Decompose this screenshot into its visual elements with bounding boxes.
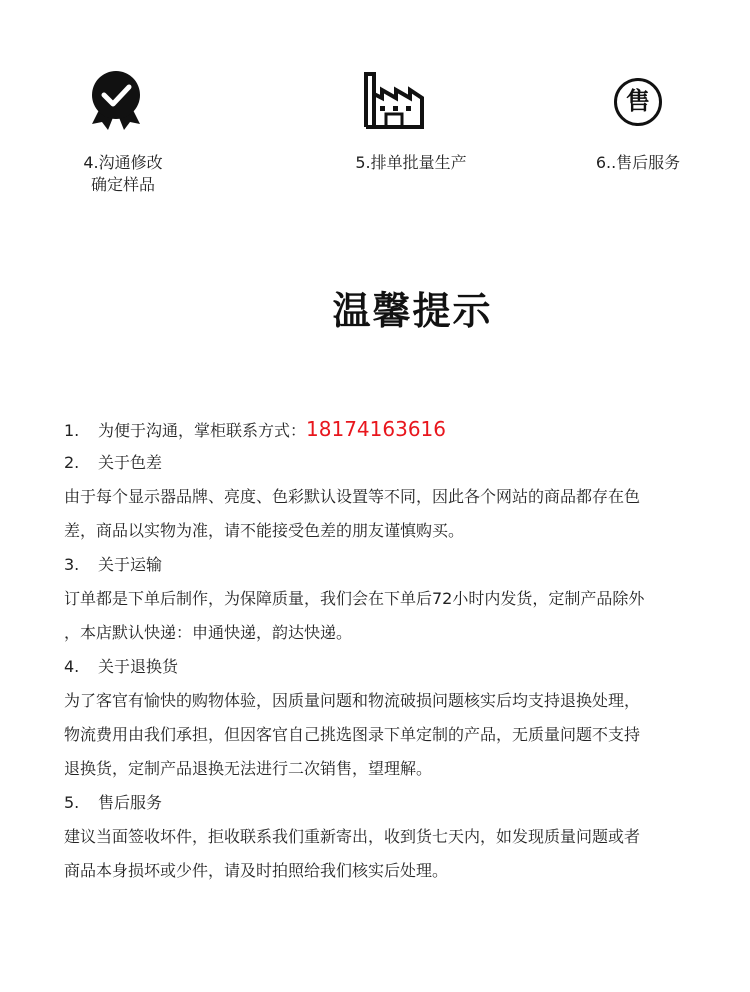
- notice-heading: 关于色差: [98, 453, 163, 472]
- notice-item-3: 3. 关于运输: [64, 555, 163, 574]
- contact-label: 为便于沟通，掌柜联系方式：: [98, 421, 307, 440]
- notice-heading: 售后服务: [98, 793, 163, 812]
- notice-text: ，本店默认快递：申通快递，韵达快递。: [64, 623, 353, 642]
- notice-text: 物流费用由我们承担，但因客官自己挑选图录下单定制的产品，无质量问题不支持: [64, 725, 641, 744]
- page-title: 温馨提示: [332, 289, 493, 333]
- step-6-label: 6..售后服务: [595, 153, 681, 172]
- step-4-label: 4.沟通修改 确定样品: [83, 153, 163, 194]
- notice-item-4: 4. 关于退换货: [64, 657, 179, 676]
- notice-heading: 关于运输: [98, 555, 163, 574]
- factory-icon: [362, 70, 426, 130]
- after-sales-icon: [614, 78, 662, 126]
- notice-item-2: 2. 关于色差: [64, 453, 163, 472]
- notice-heading: 关于退换货: [98, 657, 179, 676]
- after-sales-glyph: 售: [626, 87, 650, 115]
- step-5-label: 5.排单批量生产: [355, 153, 467, 172]
- notice-text: 订单都是下单后制作，为保障质量，我们会在下单后72小时内发货，定制产品除外: [64, 589, 645, 608]
- notice-text: 建议当面签收坏件，拒收联系我们重新寄出，收到货七天内，如发现质量问题或者: [64, 827, 641, 846]
- notice-text: 差，商品以实物为准，请不能接受色差的朋友谨慎购买。: [64, 521, 465, 540]
- notice-item-5: 5. 售后服务: [64, 793, 163, 812]
- notice-text: 商品本身损坏或少件，请及时拍照给我们核实后处理。: [64, 861, 449, 880]
- notice-list: [64, 412, 724, 888]
- notice-text: 由于每个显示器品牌、亮度、色彩默认设置等不同，因此各个网站的商品都存在色: [64, 487, 641, 506]
- notice-text: 退换货，定制产品退换无法进行二次销售，望理解。: [64, 759, 433, 778]
- notice-item-1: 1. 为便于沟通，掌柜联系方式：18174163616: [64, 417, 446, 441]
- award-check-icon: [88, 70, 144, 132]
- notice-text: 为了客官有愉快的购物体验，因质量问题和物流破损问题核实后均支持退换处理，: [64, 691, 641, 710]
- contact-phone: 18174163616: [306, 417, 446, 441]
